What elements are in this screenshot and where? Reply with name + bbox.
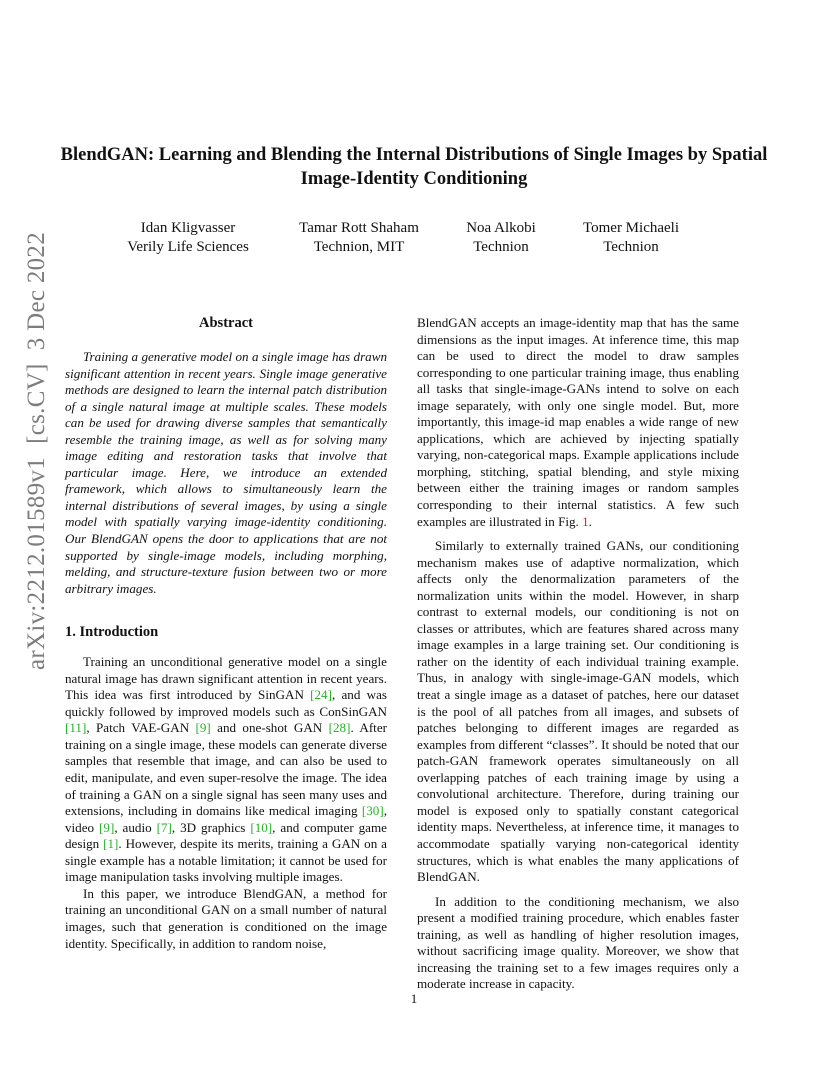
paper-title: BlendGAN: Learning and Blending the Internal Distributions of Single Images by Spatial Image-Identity Conditioning [60,145,768,189]
citation-link[interactable]: [7] [156,819,172,835]
text-run: . After training on a single image, these models can generate diverse samples that resemble that image, and can also be used to edit, manipulate, and even super-resolve the image. The idea of training a GAN on a single signal has seen many uses and extensions, including in domains like medical imaging [65,720,387,819]
citation-link[interactable]: [30] [361,803,384,819]
text-run: , Patch VAE-GAN [86,720,196,736]
author-4-name: Tomer Michaeli [583,220,679,236]
citation-link[interactable]: [11] [65,720,87,736]
left-column [65,314,387,952]
citation-link[interactable]: [10] [250,819,273,835]
author-2 [299,219,419,257]
author-2-affiliation: Technion, MIT [313,239,405,255]
author-3-name: Noa Alkobi [466,220,536,236]
author-1-name: Idan Kligvasser [140,220,236,236]
abstract-text: Training a generative model on a single image has drawn significant attention in recent years. Single image generative methods are designed to learn the internal patch distribution of a single natural image at multiple scales. These models can be used for drawing diverse samples that semantically resemble the training image, as well as for solving many image editing and restoration tasks that involve that particular image. Here, we introduce an extended framework, which allows to simultaneously learn the internal distributions of several images, by using a single model with spatially varying image-identity conditioning. Our BlendGAN opens the door to applications that are not supported by single-image models, including morphing, melding, and structure-texture fusion between two or more arbitrary images. [65,349,387,596]
citation-link[interactable]: [28] [328,720,351,736]
text-run: , and was quickly followed by improved models such as ConSinGAN [65,687,387,719]
citation-link[interactable]: [9] [99,819,115,835]
right-paragraph-2: Similarly to externally trained GANs, our conditioning mechanism makes use of adaptive normalization, which affects only the denormalization parameters of the normalization units within the model. However, in sharp contrast to external models, our conditioning is not on classes or attributes, which are features shared across many image examples in a large training set. Our conditioning is rather on the identity of each individual training example. Thus, in analogy with single-image-GAN models, which treat a single image as a dataset of patches, here our dataset is the pool of all patches from all images, and subsets of patches belonging to different images are regarded as examples from different “classes”. It should be noted that our patch-GAN framework operates simultaneously on all overlapping patches of each training image by using a convolutional architecture. Therefore, during training our model is exposed only to spatially constant categorical identity maps. Nevertheless, at inference time, it manages to accommodate spatially varying non-categorical identity structures, which is what enables the many applications of BlendGAN. [417,538,739,885]
author-4 [583,219,679,257]
text-run: , video [65,803,387,835]
arxiv-stamp-container [23,231,50,670]
abstract-block [65,349,387,597]
author-1-affiliation: Verily Life Sciences [127,239,249,255]
abstract-heading: Abstract [199,315,253,331]
page-number: 1 [410,991,418,1006]
text-run: . [588,513,592,529]
text-run: Training an unconditional generative model on a single natural image has drawn significant attention in recent years. This idea was first introduced by SinGAN [65,654,387,703]
figure-reference-link[interactable]: 1 [582,513,589,529]
text-run: and one-shot GAN [210,720,329,736]
text-run: , audio [114,819,157,835]
author-1 [127,219,249,257]
intro-paragraph-1 [65,654,387,886]
intro-paragraph-2: In this paper, we introduce BlendGAN, a method for training an unconditional GAN on a small number of natural images, such that generation is conditioned on the image identity. Specifically, in addition to random noise, [65,885,387,951]
right-paragraph-3: In addition to the conditioning mechanism, we also present a modified training procedure, which enables faster training, as well as handling of higher resolution images, without sacrificing image quality. Moreover, we show that increasing the training set to a few images requires only a moderate increase in capacity. [417,893,739,992]
text-run: , 3D graphics [171,819,251,835]
citation-link[interactable]: [24] [310,687,332,703]
author-3 [466,219,536,257]
text-run: BlendGAN accepts an image-identity map that has the same dimensions as the input images. At inference time, this map can be used to direct the model to draw samples corresponding to one particular training image, thus enabling all tasks that single-image-GANs intend to solve on each image separately, with only one single model. But, more importantly, this image-id map enables a wide range of new applications, which are achieved by injecting spatially varying, non-categorical maps. Example applications include morphing, stitching, spatial blending, and style mixing between either the training images or random samples corresponding to their internal statistics. A few such examples are illustrated in Fig. [417,315,739,529]
text-run: . However, despite its merits, training a GAN on a single example has a notable limitation; it cannot be used for image manipulation tasks involving multiple images. [65,836,387,885]
author-4-affiliation: Technion [603,239,659,255]
introduction-body [65,654,387,952]
right-column [417,315,739,993]
right-paragraph-1 [417,315,739,530]
author-3-affiliation: Technion [473,239,529,255]
section-heading-introduction: 1. Introduction [65,624,159,641]
author-2-name: Tamar Rott Shaham [299,220,419,236]
text-run: , and computer game design [65,819,387,852]
citation-link[interactable]: [9] [195,720,211,736]
arxiv-stamp: arXiv:2212.01589v1 [cs.CV] 3 Dec 2022 [23,231,50,670]
citation-link[interactable]: [1] [103,836,119,852]
